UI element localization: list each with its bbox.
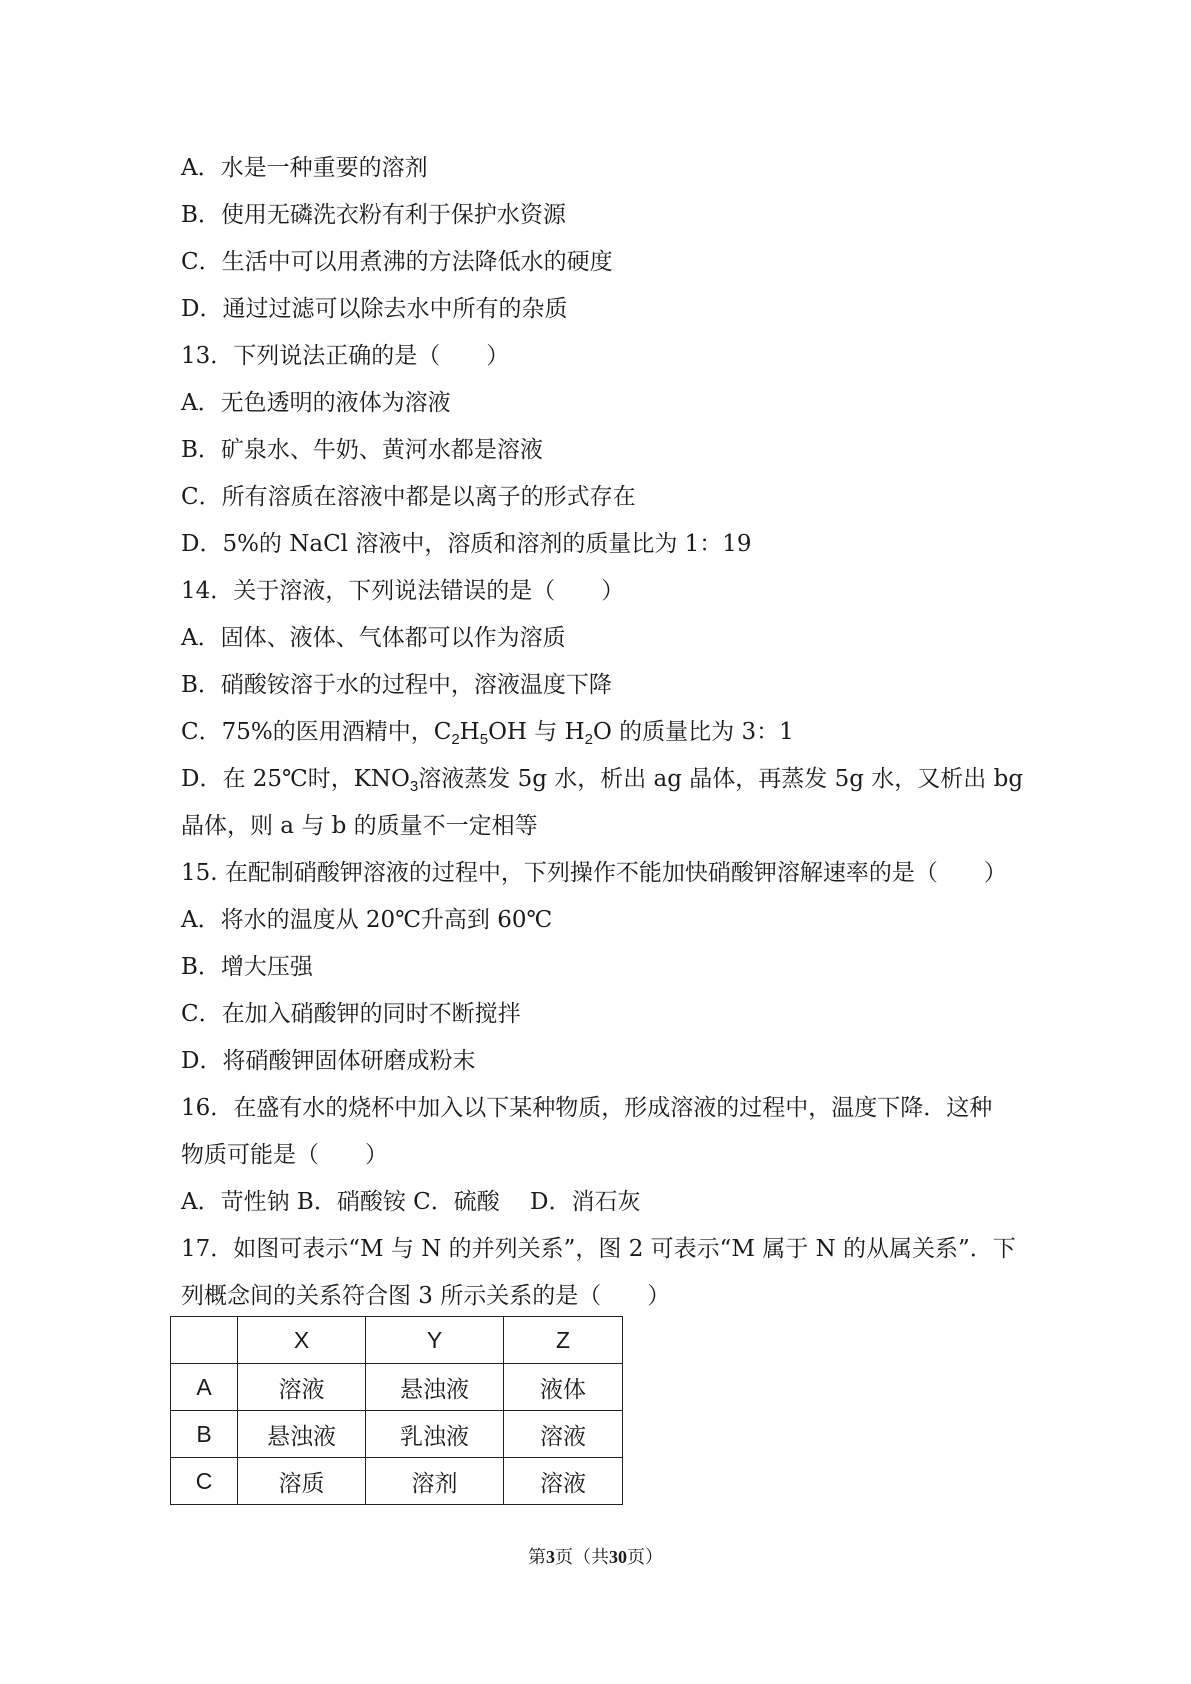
option-line: A．水是一种重要的溶剂 xyxy=(181,155,428,181)
option-line: C．在加入硝酸钾的同时不断搅拌 xyxy=(181,1001,521,1027)
table-cell: 乳浊液 xyxy=(366,1411,504,1458)
question-stem: 16．在盛有水的烧杯中加入以下某种物质，形成溶液的过程中，温度下降．这种 xyxy=(181,1095,993,1121)
formula-text: C．75%的医用酒精中，C xyxy=(181,719,452,745)
table-cell: 悬浊液 xyxy=(238,1411,366,1458)
option-line-continuation: 晶体，则 a 与 b 的质量不一定相等 xyxy=(181,813,538,839)
question-stem: 14．关于溶液，下列说法错误的是（ ） xyxy=(181,578,625,604)
footer-prefix: 第 xyxy=(528,1547,546,1568)
table-cell: B xyxy=(171,1411,238,1458)
option-line: D．通过过滤可以除去水中所有的杂质 xyxy=(181,296,568,322)
table-header-cell xyxy=(171,1317,238,1364)
option-line: C．生活中可以用煮沸的方法降低水的硬度 xyxy=(181,249,613,275)
option-line-formula xyxy=(181,709,1031,756)
option-line: A．固体、液体、气体都可以作为溶质 xyxy=(181,625,566,651)
option-line: A．无色透明的液体为溶液 xyxy=(181,390,451,416)
option-line: B．矿泉水、牛奶、黄河水都是溶液 xyxy=(181,437,543,463)
subscript: 5 xyxy=(479,731,489,748)
table-cell: 液体 xyxy=(504,1364,623,1411)
table-cell: 溶液 xyxy=(238,1364,366,1411)
option-line: B．硝酸铵溶于水的过程中，溶液温度下降 xyxy=(181,672,612,698)
table-header-row xyxy=(171,1317,623,1364)
question-stem: 15. 在配制硝酸钾溶液的过程中，下列操作不能加快硝酸钾溶解速率的是（ ） xyxy=(181,860,1007,886)
footer-suffix: 页） xyxy=(627,1547,663,1568)
page-footer xyxy=(0,1543,1191,1569)
table-cell: C xyxy=(171,1458,238,1505)
question-stem: 13．下列说法正确的是（ ） xyxy=(181,343,510,369)
table-cell: A xyxy=(171,1364,238,1411)
table-row xyxy=(171,1458,623,1505)
question-stem-continuation: 列概念间的关系符合图 3 所示关系的是（ ） xyxy=(181,1283,671,1309)
table-cell: 溶剂 xyxy=(366,1458,504,1505)
subscript: 2 xyxy=(451,731,460,748)
option-line: C．所有溶质在溶液中都是以离子的形式存在 xyxy=(181,484,636,510)
subscript: 2 xyxy=(584,731,594,748)
footer-page-number: 3 xyxy=(546,1547,555,1567)
table-row xyxy=(171,1364,623,1411)
table-header-cell: X xyxy=(238,1317,366,1364)
subscript: 3 xyxy=(409,778,419,795)
option-line: B．使用无磷洗衣粉有利于保护水资源 xyxy=(181,202,566,228)
formula-text: H xyxy=(459,719,480,745)
concept-table xyxy=(170,1316,623,1505)
formula-text: OH 与 H xyxy=(488,719,585,745)
option-line: A．将水的温度从 20℃升高到 60℃ xyxy=(181,907,553,933)
table-row xyxy=(171,1411,623,1458)
option-line-formula xyxy=(181,756,1031,803)
table-header-cell: Y xyxy=(366,1317,504,1364)
footer-middle: 页（共 xyxy=(555,1547,609,1568)
question-stem-continuation: 物质可能是（ ） xyxy=(181,1142,388,1168)
table-cell: 悬浊液 xyxy=(366,1364,504,1411)
option-line: B．增大压强 xyxy=(181,954,313,980)
footer-total-pages: 30 xyxy=(609,1547,627,1567)
question-body xyxy=(181,145,1031,1320)
formula-text: O 的质量比为 3：1 xyxy=(593,719,794,745)
question-stem: 17．如图可表示“M 与 N 的并列关系”，图 2 可表示“M 属于 N 的从属关系”．下 xyxy=(181,1236,1016,1262)
formula-text: 溶液蒸发 5g 水，析出 ag 晶体，再蒸发 5g 水，又析出 bg xyxy=(418,766,1024,792)
table-header-cell: Z xyxy=(504,1317,623,1364)
option-line: A．苛性钠 B．硝酸铵 C．硫酸 D．消石灰 xyxy=(181,1189,641,1215)
table-cell: 溶液 xyxy=(504,1411,623,1458)
option-line: D．将硝酸钾固体研磨成粉末 xyxy=(181,1048,476,1074)
formula-text: D．在 25℃时，KNO xyxy=(181,766,410,792)
table-cell: 溶质 xyxy=(238,1458,366,1505)
option-line: D．5%的 NaCl 溶液中，溶质和溶剂的质量比为 1：19 xyxy=(181,531,752,557)
table-cell: 溶液 xyxy=(504,1458,623,1505)
